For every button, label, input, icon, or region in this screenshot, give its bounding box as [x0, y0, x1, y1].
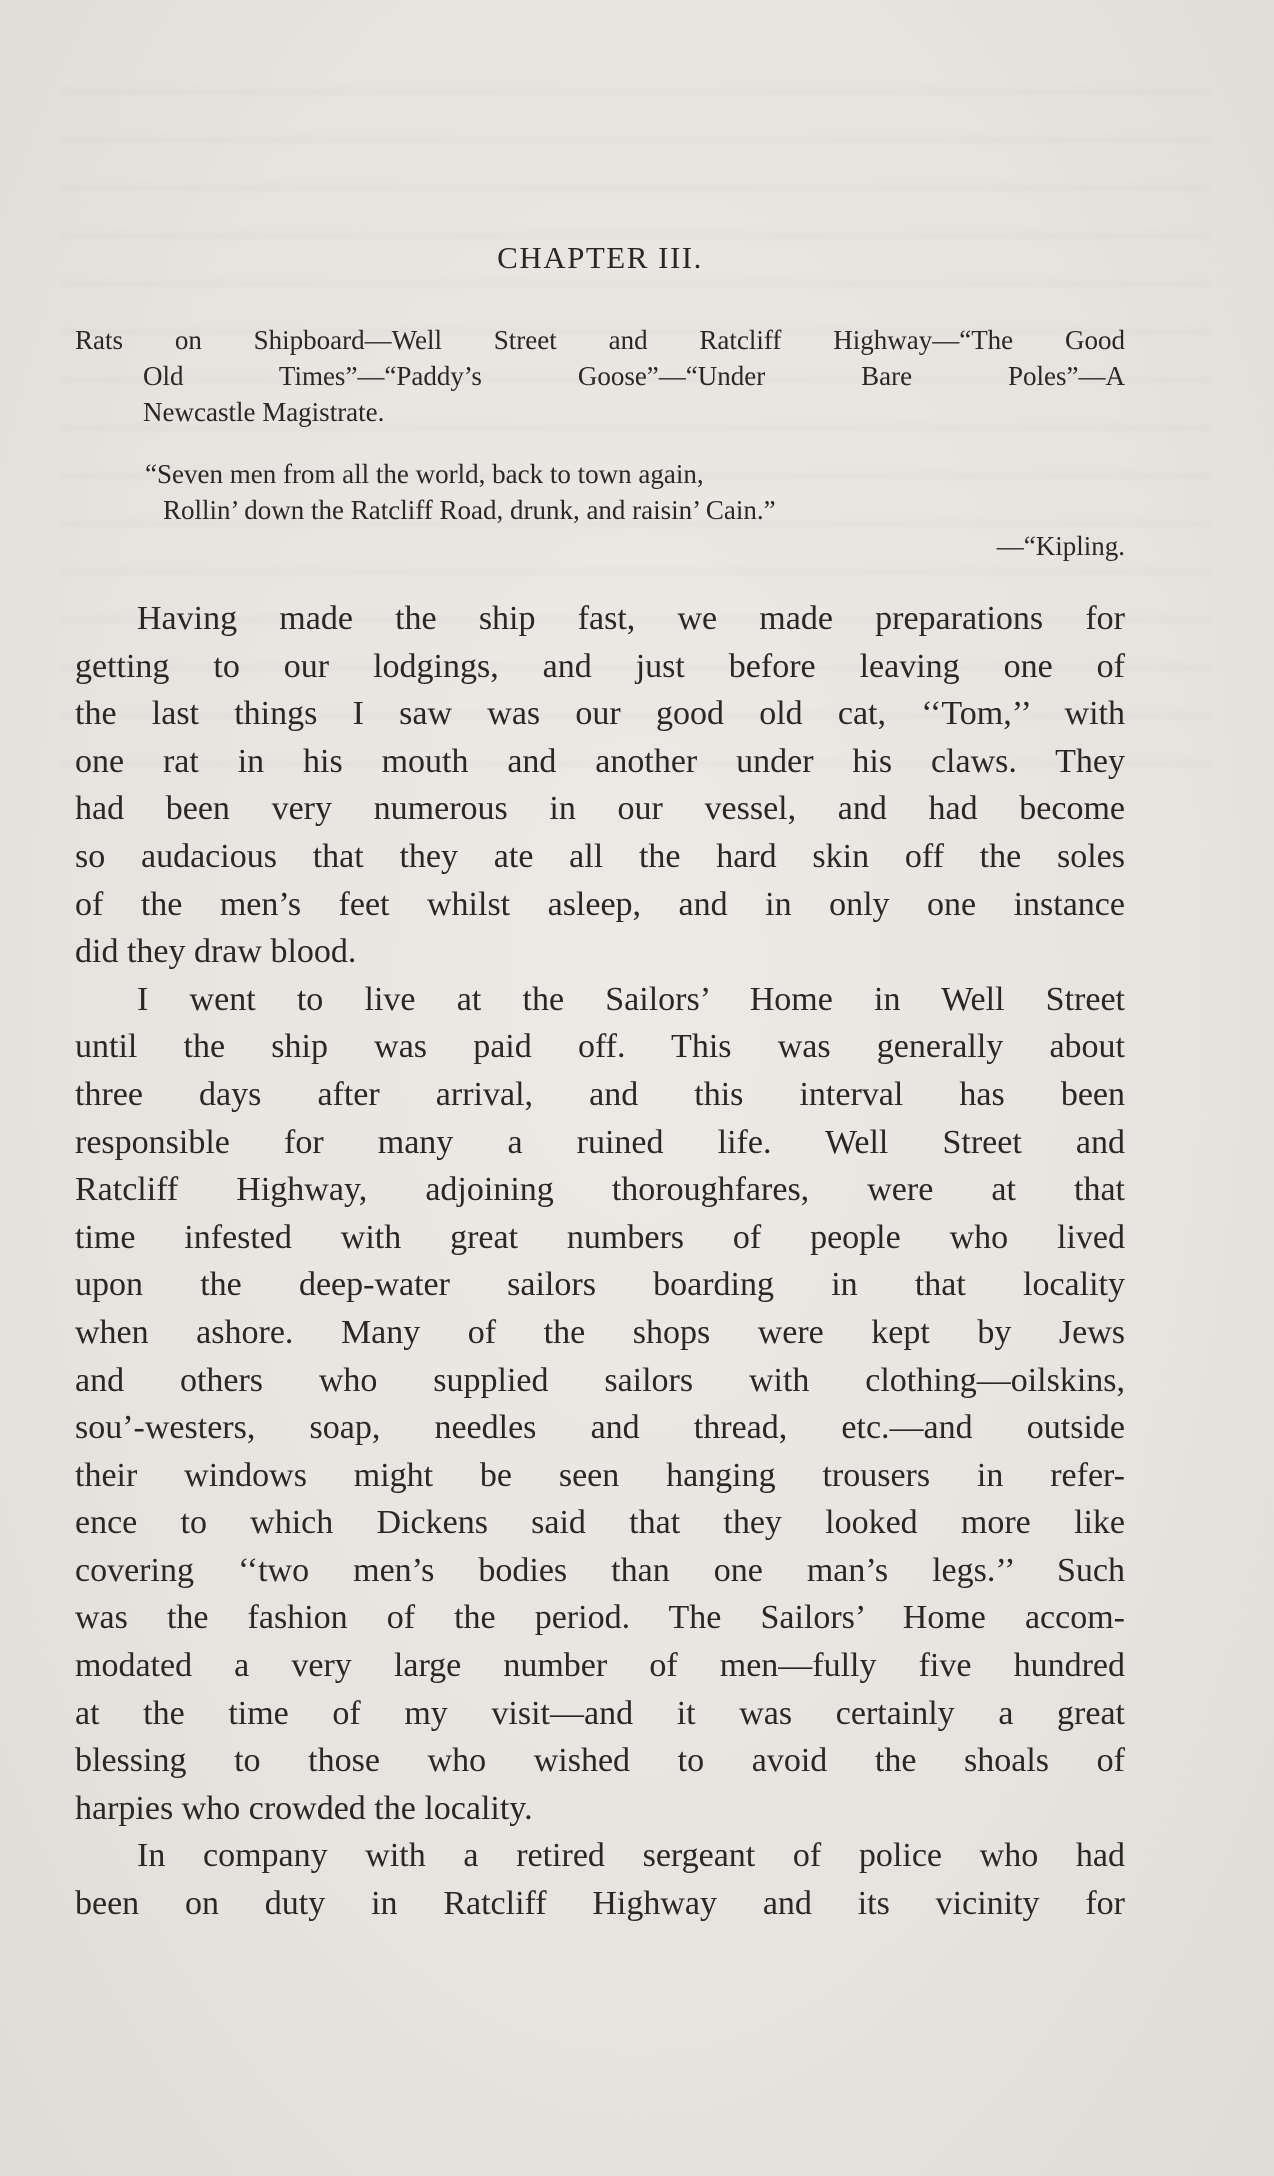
chapter-synopsis	[75, 322, 1125, 430]
paragraph-line: been on duty in Ratcliff Highway and its vicinity for	[75, 1885, 1125, 1923]
paragraph-line: was the fashion of the period. The Sailors’ Home accom-	[75, 1599, 1125, 1637]
body-text	[75, 595, 1125, 1928]
paragraph-line: when ashore. Many of the shops were kept by Jews	[75, 1313, 1125, 1351]
paragraph-line: harpies who crowded the locality.	[75, 1789, 533, 1827]
synopsis-line: Rats on Shipboard—Well Street and Ratcliff Highway—“The Good	[75, 325, 1125, 355]
paragraph-line: of the men’s feet whilst asleep, and in only one instance	[75, 885, 1125, 923]
chapter-title: CHAPTER III.	[497, 240, 703, 275]
synopsis-line: Old Times”—“Paddy’s Goose”—“Under Bare Poles”—A	[143, 361, 1125, 391]
epigraph-line: Rollin’ down the Ratcliff Road, drunk, and raisin’ Cain.”	[163, 495, 776, 525]
paragraph-line: until the ship was paid off. This was generally about	[75, 1028, 1125, 1066]
paragraph-line: three days after arrival, and this interval has been	[75, 1075, 1125, 1113]
paragraph-line: sou’-westers, soap, needles and thread, etc.—and outside	[75, 1409, 1125, 1447]
paragraph-line: In company with a retired sergeant of police who had	[137, 1837, 1125, 1875]
paragraph-line: modated a very large number of men—fully five hundred	[75, 1647, 1125, 1685]
paragraph-line: Having made the ship fast, we made preparations for	[137, 600, 1125, 637]
paragraph-line: did they draw blood.	[75, 933, 357, 971]
paragraph-line: their windows might be seen hanging trousers in refer-	[75, 1456, 1125, 1494]
paragraph-line: had been very numerous in our vessel, and had become	[75, 790, 1125, 828]
paragraph-line: time infested with great numbers of people who lived	[75, 1218, 1125, 1256]
epigraph	[145, 456, 1125, 564]
paragraph-line: at the time of my visit—and it was certainly a great	[75, 1694, 1125, 1732]
paragraph-line: Ratcliff Highway, adjoining thoroughfares, were at that	[75, 1171, 1125, 1209]
paragraph-line: responsible for many a ruined life. Well Street and	[75, 1123, 1125, 1161]
paragraph-line: one rat in his mouth and another under his claws. They	[75, 742, 1125, 780]
paragraph-line: and others who supplied sailors with clothing—oilskins,	[75, 1361, 1125, 1399]
paragraph-line: so audacious that they ate all the hard skin off the soles	[75, 837, 1125, 875]
paragraph-line: the last things I saw was our good old cat, ‘‘Tom,’’ with	[75, 695, 1125, 733]
paragraph-line: blessing to those who wished to avoid the shoals of	[75, 1742, 1125, 1780]
paragraph-line: getting to our lodgings, and just before leaving one of	[75, 647, 1125, 685]
epigraph-attribution: —“Kipling.	[996, 531, 1125, 561]
synopsis-line: Newcastle Magistrate.	[143, 397, 385, 427]
paragraph-line: covering ‘‘two men’s bodies than one man’s legs.’’ Such	[75, 1551, 1125, 1589]
epigraph-line: “Seven men from all the world, back to town again,	[145, 459, 704, 489]
paragraph-line: upon the deep-water sailors boarding in that locality	[75, 1266, 1125, 1304]
paragraph-line: I went to live at the Sailors’ Home in Well Street	[137, 980, 1125, 1018]
paragraph-line: ence to which Dickens said that they looked more like	[75, 1504, 1125, 1542]
